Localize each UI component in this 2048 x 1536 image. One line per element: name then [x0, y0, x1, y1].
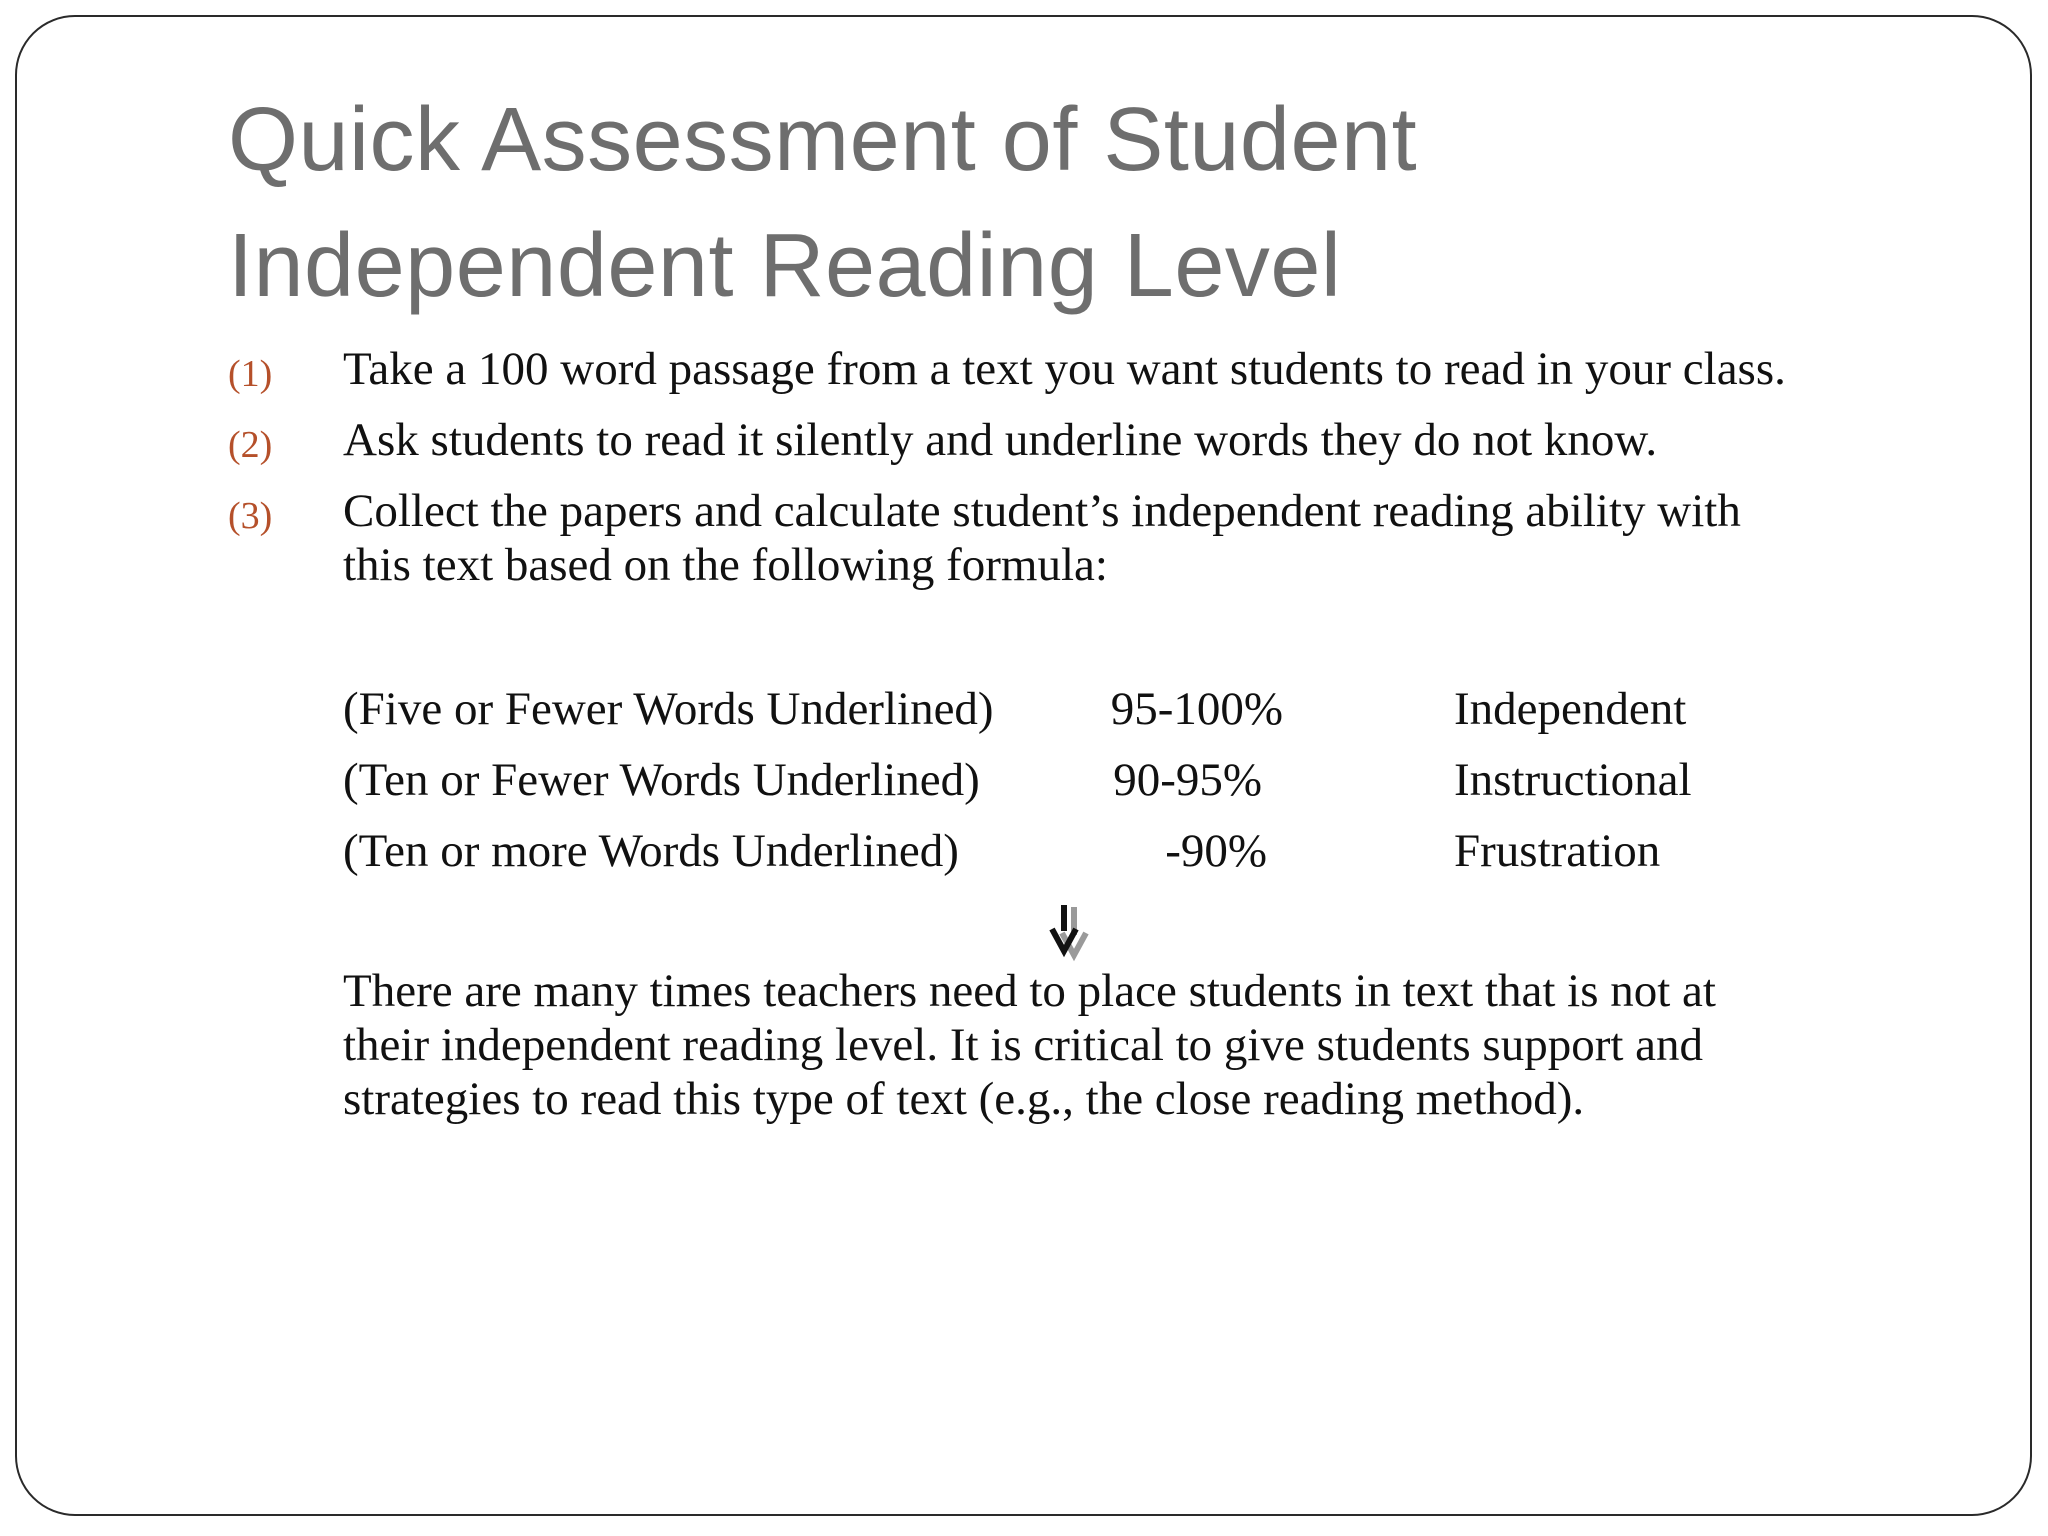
formula-level: Frustration [1454, 825, 1661, 877]
slide-title [228, 77, 1417, 329]
step-text-line: Ask students to read it silently and underline words they do not know. [343, 414, 1658, 466]
title-line-2: Independent Reading Level [228, 216, 1342, 316]
step-number: (3) [228, 495, 273, 537]
formula-criteria: (Five or Fewer Words Underlined) [343, 683, 994, 735]
step-text [343, 342, 1983, 396]
step-text [343, 413, 1983, 467]
scroll-down-cursor-icon [1048, 903, 1108, 973]
formula-range: 90-95% [1113, 754, 1262, 806]
step-text [343, 484, 1983, 592]
step-text-line: Take a 100 word passage from a text you want students to read in your class. [343, 343, 1786, 395]
step-number: (2) [228, 424, 273, 466]
step-text-line: this text based on the following formula: [343, 539, 1108, 591]
formula-level: Instructional [1454, 754, 1692, 806]
step-number: (1) [228, 353, 273, 395]
formula-range: -90% [1165, 825, 1267, 877]
title-line-1: Quick Assessment of Student [228, 90, 1418, 190]
step-text-line: Collect the papers and calculate student’s independent reading ability with [343, 485, 1741, 537]
note-line: their independent reading level. It is critical to give students support and [343, 1019, 1704, 1071]
formula-range: 95-100% [1110, 683, 1283, 735]
slide-frame [15, 15, 2032, 1516]
formula-criteria: (Ten or more Words Underlined) [343, 825, 959, 877]
note-line: strategies to read this type of text (e.g., the close reading method). [343, 1073, 1585, 1125]
formula-criteria: (Ten or Fewer Words Underlined) [343, 754, 980, 806]
formula-level: Independent [1454, 683, 1687, 735]
note-paragraph [343, 964, 2003, 1126]
note-line: There are many times teachers need to place students in text that is not at [343, 965, 1716, 1017]
